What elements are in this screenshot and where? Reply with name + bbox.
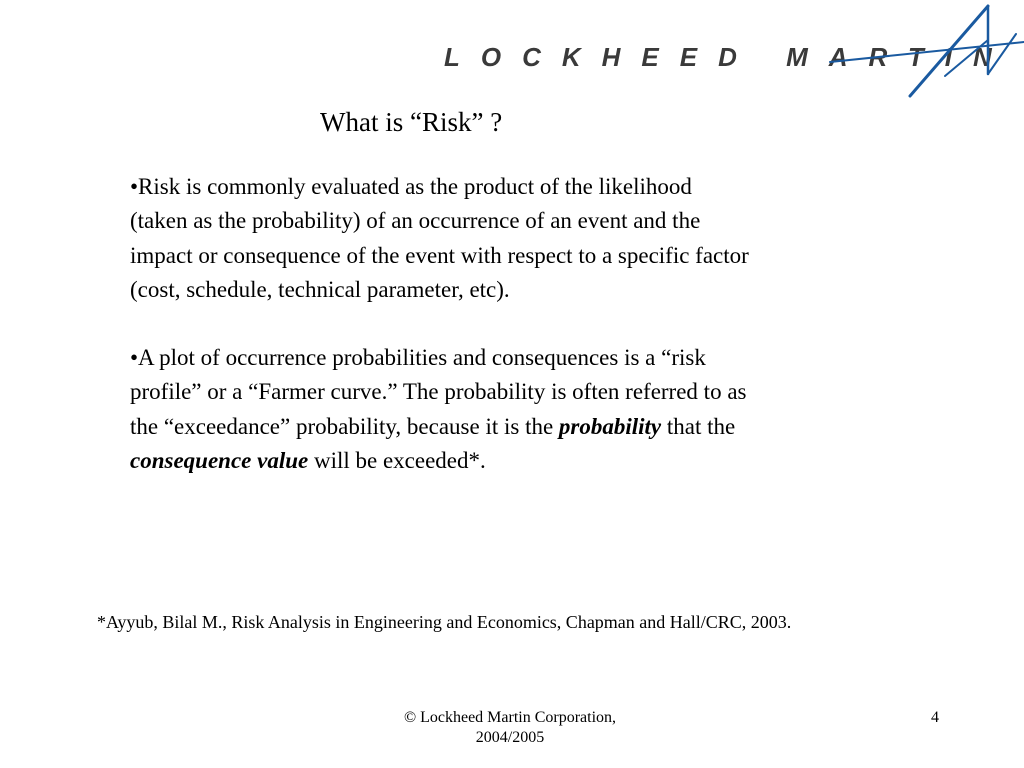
- copyright-notice: [360, 708, 660, 748]
- emphasis-text: probability: [558, 413, 662, 439]
- reference-footnote: *Ayyub, Bilal M., Risk Analysis in Engineering and Economics, Chapman and Hall/CRC, 2003.: [97, 612, 792, 632]
- slide-title: What is “Risk” ?: [320, 107, 503, 137]
- text-line: •A plot of occurrence probabilities and consequences is a “risk: [130, 345, 706, 371]
- text-run: that the: [661, 413, 736, 439]
- slide-body: [130, 170, 910, 512]
- text-line: (taken as the probability) of an occurrence of an event and the: [130, 208, 701, 234]
- bullet-paragraph: [130, 341, 910, 478]
- text-line: (cost, schedule, technical parameter, etc).: [130, 276, 510, 302]
- text-line: [130, 444, 910, 478]
- company-logo: [440, 0, 1024, 100]
- logo-wordmark: LOCKHEED MARTIN: [444, 42, 1013, 72]
- bullet-paragraph: [130, 170, 910, 307]
- text-run: will be exceeded*.: [308, 448, 486, 474]
- text-run: the “exceedance” probability, because it is the: [130, 413, 559, 439]
- text-line: [130, 410, 910, 444]
- text-line: •Risk is commonly evaluated as the product of the likelihood: [130, 174, 692, 199]
- lockheed-martin-star-icon: [440, 0, 1024, 100]
- copyright-line: 2004/2005: [475, 729, 545, 746]
- text-line: impact or consequence of the event with respect to a specific factor: [130, 242, 749, 268]
- text-line: profile” or a “Farmer curve.” The probability is often referred to as: [130, 379, 747, 405]
- copyright-line: © Lockheed Martin Corporation,: [403, 709, 617, 726]
- page-number: 4: [931, 709, 939, 726]
- emphasis-text: consequence value: [130, 448, 309, 474]
